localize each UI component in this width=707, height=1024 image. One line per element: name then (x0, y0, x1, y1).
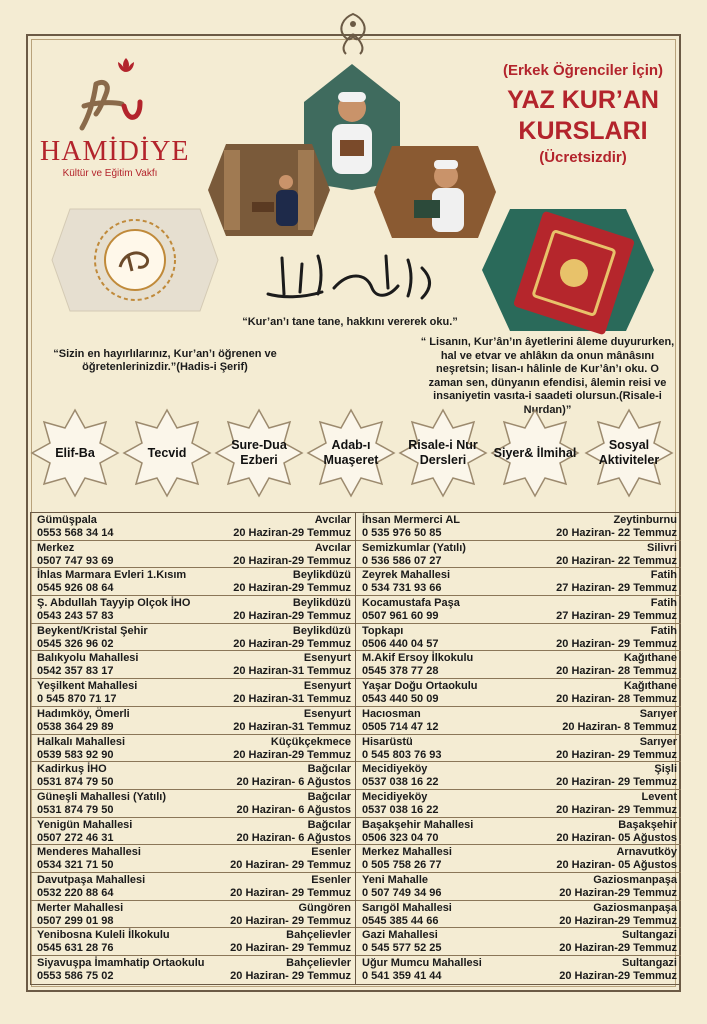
course-place: Kocamustafa Paşa (362, 597, 460, 610)
course-title-block (478, 62, 688, 166)
course-phone: 0 536 586 07 27 (362, 554, 442, 567)
audience-label: (Erkek Öğrenciler İçin) (502, 62, 664, 79)
course-phone: 0 535 976 50 85 (362, 527, 442, 539)
course-row (356, 818, 681, 846)
subject-label: Elif-Ba (55, 445, 95, 460)
course-dates: 20 Haziran-29 Temmuz (233, 554, 351, 567)
subject-label: Sosyal Aktiviteler (598, 438, 660, 467)
course-place: İhlas Marmara Evleri 1.Kısım (37, 569, 187, 582)
course-phone: 0545 631 28 76 (37, 942, 114, 955)
course-district: Kağıthane (623, 680, 677, 693)
course-dates: 20 Haziran- 29 Temmuz (230, 886, 351, 899)
course-place: Gazi Mahallesi (362, 929, 438, 942)
course-dates: 20 Haziran- 29 Temmuz (230, 914, 351, 927)
course-row (31, 568, 355, 596)
course-row (31, 818, 355, 846)
course-district: Kağıthane (623, 652, 677, 665)
course-place: Gümüşpala (37, 514, 97, 526)
course-phone: 0 505 758 26 77 (362, 859, 442, 872)
course-phone: 0 507 749 34 96 (362, 886, 442, 899)
course-district: Bahçelievler (286, 929, 351, 942)
course-dates: 20 Haziran-29 Temmuz (559, 914, 677, 927)
course-row (356, 873, 681, 901)
course-district: Esenyurt (303, 707, 351, 720)
course-district: Şişli (654, 763, 677, 776)
course-dates: 20 Haziran-29 Temmuz (233, 610, 351, 623)
course-district: Fatih (650, 624, 677, 637)
course-phone: 0 541 359 41 44 (362, 970, 442, 982)
course-row (31, 679, 355, 707)
course-district: Bağcılar (307, 818, 351, 831)
course-phone: 0545 926 08 64 (37, 582, 114, 595)
course-place: Halkalı Mahallesi (37, 735, 126, 748)
course-place: Merter Mahallesi (37, 901, 124, 914)
course-place: Uğur Mumcu Mahallesi (362, 957, 482, 969)
course-district: Esenyurt (303, 652, 351, 665)
course-row (31, 707, 355, 735)
course-place: Kadirkuş İHO (37, 763, 107, 776)
course-phone: 0543 440 50 09 (362, 693, 439, 706)
course-row (356, 928, 681, 956)
course-place: Güneşli Mahallesi (Yatılı) (37, 790, 166, 803)
subject-star (30, 408, 120, 498)
course-place: Davutpaşa Mahallesi (37, 873, 146, 886)
course-district: Fatih (650, 569, 677, 582)
title-line-1: YAZ KUR’AN (507, 86, 659, 114)
course-place: Mecidiyeköy (362, 790, 428, 803)
course-dates: 20 Haziran- 29 Temmuz (230, 970, 351, 982)
course-dates: 20 Haziran- 29 Temmuz (230, 859, 351, 872)
course-phone: 0507 299 01 98 (37, 914, 114, 927)
course-district: Esenler (311, 873, 351, 886)
course-place: Zeyrek Mahallesi (362, 569, 451, 582)
course-dates: 20 Haziran-29 Temmuz (233, 582, 351, 595)
subject-label: Sure-Dua Ezberi (231, 438, 287, 467)
course-phone: 0505 714 47 12 (362, 720, 439, 733)
verse-quote: “Kur’an’ı tane tane, hakkını vererek oku.” (242, 316, 458, 328)
title-line-2: KURSLARI (518, 117, 648, 145)
subject-star (306, 408, 396, 498)
course-row (31, 873, 355, 901)
course-dates: 20 Haziran- 28 Temmuz (556, 665, 677, 678)
course-place: Sarıgöl Mahallesi (362, 901, 452, 914)
course-row (356, 845, 681, 873)
course-dates: 20 Haziran- 6 Ağustos (236, 776, 351, 789)
course-row (31, 956, 355, 984)
course-place: Yaşar Doğu Ortaokulu (362, 680, 478, 693)
course-district: Zeytinburnu (613, 514, 677, 526)
subject-star (214, 408, 304, 498)
course-row (356, 651, 681, 679)
subject-label: Adab-ı Muaşeret (323, 438, 379, 467)
course-dates: 20 Haziran-29 Temmuz (233, 637, 351, 650)
course-district: Avcılar (314, 514, 351, 526)
course-district: Başakşehir (618, 818, 677, 831)
top-ornament-icon (318, 10, 388, 60)
course-row (356, 790, 681, 818)
course-district: Esenyurt (303, 680, 351, 693)
course-column-left (31, 513, 356, 984)
course-row (31, 901, 355, 929)
course-dates: 20 Haziran- 29 Temmuz (556, 803, 677, 816)
course-dates: 20 Haziran- 22 Temmuz (556, 527, 677, 539)
hadith-quote: “Sizin en hayırlılarınız, Kur’an’ı öğrenen ve öğretenlerinizdir.”(Hadis-i Şerif) (53, 348, 277, 373)
course-district: Sarıyer (639, 735, 677, 748)
course-dates: 20 Haziran- 29 Temmuz (556, 637, 677, 650)
course-dates: 20 Haziran- 29 Temmuz (556, 776, 677, 789)
course-place: Siyavuşpa İmamhatip Ortaokulu (37, 957, 205, 969)
course-place: Beykent/Kristal Şehir (37, 624, 148, 637)
course-district: Sarıyer (639, 707, 677, 720)
course-district: Gaziosmanpaşa (593, 901, 677, 914)
course-dates: 20 Haziran- 29 Temmuz (556, 748, 677, 761)
course-district: Bağcılar (307, 790, 351, 803)
course-phone: 0534 321 71 50 (37, 859, 114, 872)
course-place: Hisarüstü (362, 735, 413, 748)
course-phone: 0531 874 79 50 (37, 803, 114, 816)
subject-list (30, 408, 680, 500)
course-dates: 20 Haziran-29 Temmuz (233, 748, 351, 761)
course-phone: 0538 364 29 89 (37, 720, 114, 733)
course-row (356, 568, 681, 596)
course-dates: 20 Haziran- 28 Temmuz (556, 693, 677, 706)
course-phone: 0507 747 93 69 (37, 554, 114, 567)
subject-star (398, 408, 488, 498)
course-district: Beylikdüzü (292, 624, 351, 637)
course-phone: 0542 357 83 17 (37, 665, 114, 678)
hamidiye-logo (40, 52, 190, 182)
course-district: Güngören (298, 901, 351, 914)
course-phone: 0531 874 79 50 (37, 776, 114, 789)
course-place: Başakşehir Mahallesi (362, 818, 474, 831)
course-place: M.Akif Ersoy İlkokulu (362, 652, 474, 665)
course-place: Topkapı (362, 624, 404, 637)
course-phone: 0 545 803 76 93 (362, 748, 442, 761)
course-phone: 0553 568 34 14 (37, 527, 114, 539)
course-phone: 0532 220 88 64 (37, 886, 114, 899)
course-dates: 20 Haziran-29 Temmuz (559, 970, 677, 982)
course-place: Menderes Mahallesi (37, 846, 141, 859)
course-row (31, 651, 355, 679)
course-dates: 27 Haziran- 29 Temmuz (556, 610, 677, 623)
course-dates: 20 Haziran-31 Temmuz (233, 693, 351, 706)
course-place: Semizkumlar (Yatılı) (362, 541, 466, 554)
course-dates: 20 Haziran- 05 Ağustos (556, 859, 677, 872)
course-row (356, 679, 681, 707)
course-phone: 0507 272 46 31 (37, 831, 114, 844)
subject-star (490, 408, 580, 498)
subject-label: Siyer& İlmihal (493, 445, 577, 460)
course-district: Gaziosmanpaşa (593, 873, 677, 886)
course-phone: 0553 586 75 02 (37, 970, 114, 982)
course-row (31, 624, 355, 652)
course-dates: 20 Haziran-29 Temmuz (559, 942, 677, 955)
course-dates: 20 Haziran- 6 Ağustos (236, 831, 351, 844)
course-row (31, 541, 355, 569)
course-row (356, 956, 681, 984)
course-place: Yenibosna Kuleli İlkokulu (37, 929, 170, 942)
course-locations-table (30, 512, 680, 985)
organization-subtitle: Kültür ve Eğitim Vakfı (62, 168, 158, 179)
course-district: Küçükçekmece (270, 735, 351, 748)
course-row (31, 513, 355, 541)
course-phone: 0545 326 96 02 (37, 637, 114, 650)
free-label: (Ücretsizdir) (539, 149, 627, 166)
course-dates: 20 Haziran-29 Temmuz (233, 527, 351, 539)
course-phone: 0507 961 60 99 (362, 610, 439, 623)
course-dates: 20 Haziran- 22 Temmuz (556, 554, 677, 567)
course-district: Fatih (650, 597, 677, 610)
course-phone: 0537 038 16 22 (362, 803, 439, 816)
course-dates: 20 Haziran- 29 Temmuz (230, 942, 351, 955)
course-district: Bağcılar (307, 763, 351, 776)
course-row (31, 790, 355, 818)
course-row (356, 901, 681, 929)
course-place: Merkez Mahallesi (362, 846, 452, 859)
course-phone: 0545 378 77 28 (362, 665, 439, 678)
course-phone: 0537 038 16 22 (362, 776, 439, 789)
subject-star (584, 408, 674, 498)
course-row (356, 624, 681, 652)
course-district: Beylikdüzü (292, 597, 351, 610)
course-dates: 20 Haziran- 6 Ağustos (236, 803, 351, 816)
course-row (356, 762, 681, 790)
course-row (31, 845, 355, 873)
course-district: Levent (641, 790, 677, 803)
course-district: Avcılar (314, 541, 351, 554)
course-dates: 20 Haziran-31 Temmuz (233, 665, 351, 678)
course-dates: 20 Haziran- 05 Ağustos (556, 831, 677, 844)
organization-name: HAMİDİYE (40, 136, 190, 167)
course-row (356, 596, 681, 624)
course-row (356, 513, 681, 541)
muhammad-medallion-icon (50, 205, 220, 315)
course-place: Ş. Abdullah Tayyip Olçok İHO (37, 597, 191, 610)
hamidiye-monogram-icon (66, 54, 156, 136)
course-dates: 20 Haziran-31 Temmuz (233, 720, 351, 733)
course-phone: 0 545 870 71 17 (37, 693, 117, 706)
course-dates: 20 Haziran-29 Temmuz (559, 886, 677, 899)
course-place: Mecidiyeköy (362, 763, 428, 776)
subject-star (122, 408, 212, 498)
course-phone: 0506 440 04 57 (362, 637, 439, 650)
course-district: Silivri (647, 541, 677, 554)
course-district: Sultangazi (621, 957, 677, 969)
course-district: Arnavutköy (616, 846, 677, 859)
course-place: Hadımköy, Ömerli (37, 707, 130, 720)
course-district: Esenler (311, 846, 351, 859)
course-row (31, 928, 355, 956)
course-dates: 27 Haziran- 29 Temmuz (556, 582, 677, 595)
course-row (31, 735, 355, 763)
course-place: İhsan Mermerci AL (362, 514, 461, 526)
course-row (356, 735, 681, 763)
subject-label: Risale-i Nur Dersleri (408, 438, 478, 467)
course-phone: 0 534 731 93 66 (362, 582, 442, 595)
arabic-calligraphy-icon (262, 248, 442, 308)
course-row (356, 707, 681, 735)
course-dates: 20 Haziran- 8 Temmuz (562, 720, 677, 733)
course-place: Yeşilkent Mahallesi (37, 680, 138, 693)
course-place: Hacıosman (362, 707, 421, 720)
course-row (31, 762, 355, 790)
course-phone: 0 545 577 52 25 (362, 942, 442, 955)
subject-label: Tecvid (147, 445, 187, 460)
course-column-right (356, 513, 681, 984)
course-phone: 0506 323 04 70 (362, 831, 439, 844)
course-district: Beylikdüzü (292, 569, 351, 582)
course-place: Yenigün Mahallesi (37, 818, 133, 831)
course-district: Sultangazi (621, 929, 677, 942)
course-district: Bahçelievler (286, 957, 351, 969)
course-place: Yeni Mahalle (362, 873, 429, 886)
course-place: Balıkyolu Mahallesi (37, 652, 139, 665)
course-place: Merkez (37, 541, 75, 554)
course-row (356, 541, 681, 569)
course-row (31, 596, 355, 624)
praying-man-photo (206, 140, 332, 240)
course-phone: 0539 583 92 90 (37, 748, 114, 761)
course-phone: 0545 385 44 66 (362, 914, 439, 927)
risale-quote: “ Lisanın, Kur’ân’ın âyetlerini âleme duyururken, hal ve etvar ve ahlâkın da onun mânâsını neşretsin; lisan-ı hâlinle de Kur’ân’ı oku. O zaman sen, dünyanın efendisi, âlemin reisi ve insaniyetin vasıta-i saadeti olursun.(Risale-i Nurdan)” (420, 336, 675, 416)
course-phone: 0543 243 57 83 (37, 610, 114, 623)
